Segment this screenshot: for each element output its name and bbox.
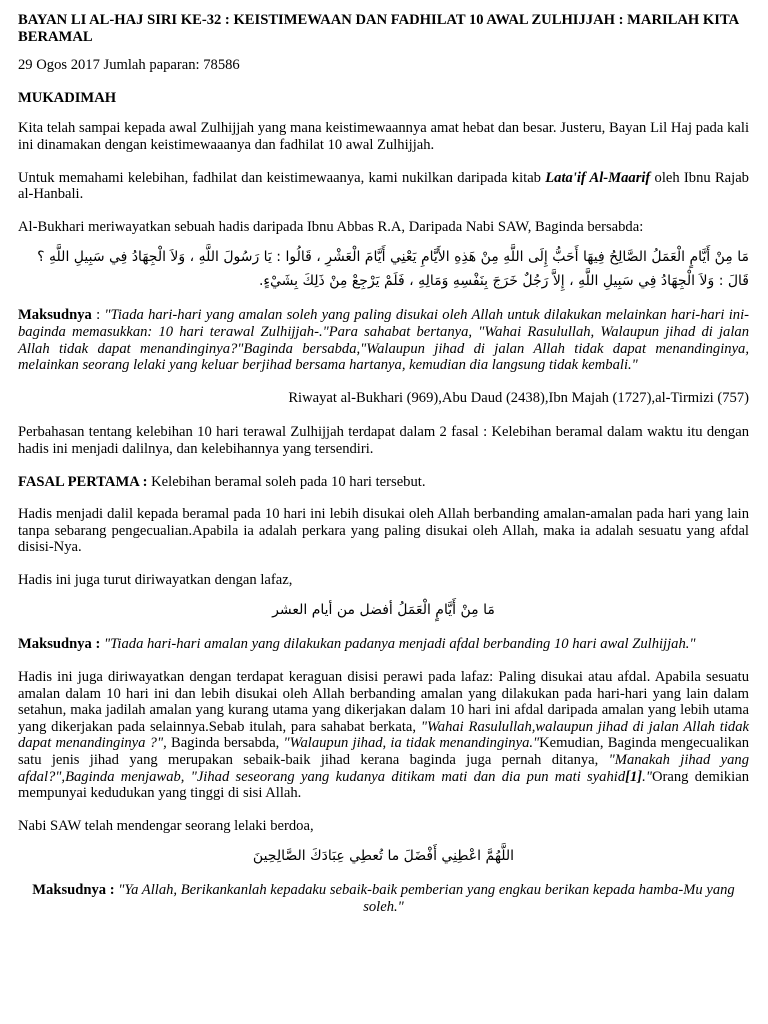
arabic-hadith-1: مَا مِنْ أَيَّامٍ الْعَمَلُ الصَّالِحُ فِيهَا أَحَبُّ إِلَى اللَّهِ مِنْ هَذِهِ الأَيَّامِ يَعْنِي أَيَّامَ الْعَشْرِ ، قَالُوا : يَا رَسُولَ اللَّهِ ، وَلاَ الْجِهَادُ فِي سَبِيلِ اللَّهِ ؟ قَالَ : وَلاَ الْجِهَادُ فِي سَبِيلِ اللَّهِ ، إِلاَّ رَجُلٌ خَرَجَ بِنَفْسِهِ وَمَالِهِ ، فَلَمْ يَرْجِعْ مِنْ ذَلِكَ بِشَيْءٍ. — [37, 249, 749, 290]
explanation-quote-4: ." — [642, 768, 652, 785]
section-heading-mukadimah: MUKADIMAH — [18, 89, 117, 106]
explanation-quote-3: "Manakah jihad yang afdal?",Baginda menjawab, "Jihad seseorang yang kudanya ditikam mati dan dia pun mati syahid — [18, 752, 749, 785]
meaning-1-text: "Tiada hari-hari yang amalan soleh yang paling disukai oleh Allah untuk dilakukan melainkan hari-hari ini-baginda memasukkan: 10 hari terawal Zulhijjah-."Para sahabat bertanya, "Wahai Rasulullah, Walaupun jihad di jalan Allah tidak dapat menandinginya?"Baginda bersabda,"Walaupun jihad di jalan Allah tidak dapat menandinginya, melainkan seorang lelaki yang keluar berjihad bersama hartanya, kemudian dia langsung tidak kembali." — [18, 307, 749, 374]
paragraph-discussion: Perbahasan tentang kelebihan 10 hari terawal Zulhijjah terdapat dalam 2 fasal : Kelebihan beramal dalam waktu itu dengan hadis ini menjadi dalilnya, dan kelebihannya yang tersendiri. — [18, 424, 749, 457]
explanation-text-d: Orang demikian mempunyai kedudukan yang tinggi di sisi Allah. — [18, 768, 749, 802]
paragraph-intro: Kita telah sampai kepada awal Zulhijjah yang mana keistimewaannya amat hebat dan besar. Justeru, Bayan Lil Haj pada kali ini dinamakan dengan keistimewaaanya dan fadhilat 10 awal Zulhijjah. — [18, 120, 749, 153]
paragraph-dalil: Hadis menjadi dalil kepada beramal pada 10 hari ini lebih disukai oleh Allah berbanding amalan-amalan pada hari yang lain tanpa sebarang pengecualian.Apabila ia adalah perkara yang paling disukai oleh Allah, maka ia adalah sesuatu yang afdal disisi-Nya. — [18, 506, 749, 556]
date-views-line: 29 Ogos 2017 Jumlah paparan: 78586 — [18, 57, 240, 74]
explanation-quote-2: "Walaupun jihad, ia tidak menandinginya." — [283, 735, 540, 752]
hadith-reference: Riwayat al-Bukhari (969),Abu Daud (2438),Ibn Majah (1727),al-Tirmizi (757) — [288, 389, 749, 406]
meaning-2-text: "Tiada hari-hari amalan yang dilakukan padanya menjadi afdal berbanding 10 hari awal Zulhijjah." — [100, 636, 696, 653]
footnote-ref[interactable]: [1] — [625, 768, 643, 785]
meaning-3-text: "Ya Allah, Berikankanlah kepadaku sebaik-baik pemberian yang engkau berikan kepada hamba-Mu yang soleh." — [114, 882, 735, 915]
paragraph-bukhari: Al-Bukhari meriwayatkan sebuah hadis daripada Ibnu Abbas R.A, Daripada Nabi SAW, Baginda bersabda: — [18, 218, 644, 235]
fasal-text: Kelebihan beramal soleh pada 10 hari tersebut. — [147, 473, 426, 490]
book-title: Lata'if Al-Maarif — [545, 169, 651, 186]
explanation-text-a: Hadis ini juga diriwayatkan dengan terdapat keraguan disisi perawi pada lafaz: Paling disukai atau afdal. Apabila sesuatu amalan dalam 10 hari ini dan lebih disukai oleh Allah berbanding amalan yang dilakukan pada hari-hari yang lain dalam setahun, maka jadilah amalan yang kurang utama yang dikerjakan dalam 10 hari ini afdal daripada amalan yang lebih utama yang dikerjakan pada selainnya.Sebab itulah, para sahabat berkata, — [18, 669, 749, 735]
explanation-text-b: , Baginda bersabda, — [163, 735, 284, 752]
arabic-doa: اللَّهُمَّ اعْطِنِي أَفْضَلَ ما تُعطِي عِبَادَكَ الصَّالِحِينَ — [252, 848, 515, 865]
arabic-hadith-2: مَا مِنْ أَيَّامٍ الْعَمَلُ أفضل من أيام العشر — [272, 602, 495, 619]
fasal-label: FASAL PERTAMA : — [18, 473, 148, 490]
paragraph-source-text-a: Untuk memahami kelebihan, fadhilat dan keistimewaanya, kami nukilkan daripada kitab — [18, 169, 546, 186]
meaning-2-label: Maksudnya : — [18, 636, 101, 653]
meaning-1 — [18, 307, 749, 373]
meaning-3 — [18, 882, 749, 915]
paragraph-source — [18, 170, 749, 203]
meaning-separator: : — [91, 307, 105, 324]
paragraph-lafaz: Hadis ini juga turut diriwayatkan dengan lafaz, — [18, 571, 293, 588]
paragraph-source-text-b: oleh Ibnu Rajab al-Hanbali. — [18, 169, 749, 203]
explanation-text-c: Kemudian, Baginda mengecualikan satu jenis jihad yang merupakan sebaik-baik jihad kerana baginda juga pernah ditanya, — [18, 735, 749, 769]
meaning-label: Maksudnya — [18, 307, 92, 324]
meaning-3-label: Maksudnya : — [32, 882, 115, 899]
fasal-heading — [18, 474, 749, 491]
meaning-2 — [18, 636, 749, 653]
document-page — [18, 12, 749, 932]
document-title: BAYAN LI AL-HAJ SIRI KE-32 : KEISTIMEWAAN DAN FADHILAT 10 AWAL ZULHIJJAH : MARILAH KITA BERAMAL — [18, 12, 739, 45]
paragraph-doa: Nabi SAW telah mendengar seorang lelaki berdoa, — [18, 817, 314, 834]
explanation-quote-1: "Wahai Rasulullah,walaupun jihad di jalan Allah tidak dapat menandinginya ?" — [18, 718, 749, 752]
paragraph-explanation — [18, 669, 749, 802]
